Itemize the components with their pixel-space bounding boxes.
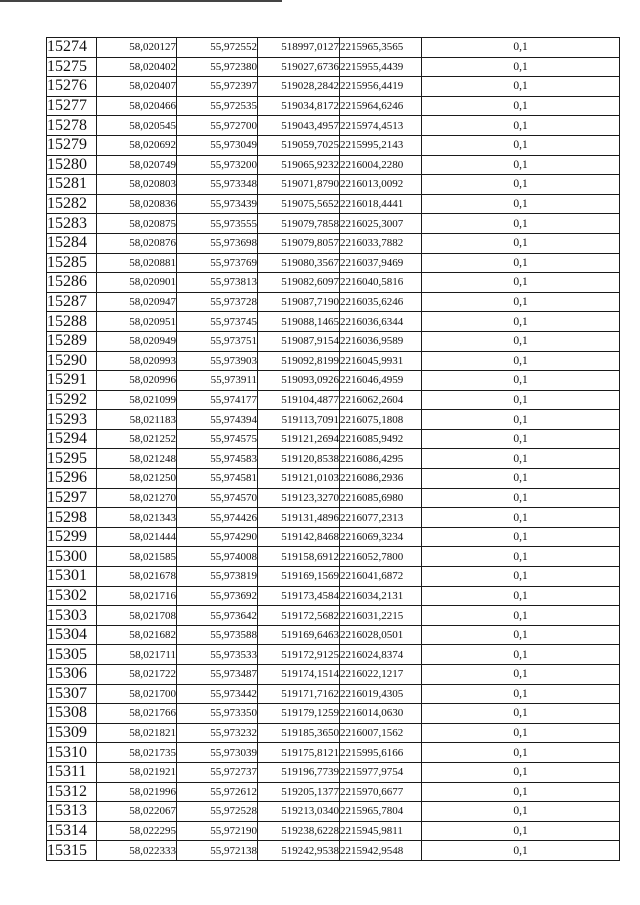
point-number-cell: 15292: [47, 390, 97, 410]
x-coordinate-cell: 519142,8468: [258, 527, 340, 547]
y-coordinate-cell: 2215965,3565: [340, 38, 422, 58]
longitude-cell: 55,974570: [177, 488, 258, 508]
table-row: [47, 606, 620, 626]
coordinate-table-body: [47, 38, 620, 861]
table-row: [47, 782, 620, 802]
error-cell: 0,1: [422, 704, 620, 724]
table-row: [47, 175, 620, 195]
x-coordinate-cell: 519065,9232: [258, 155, 340, 175]
point-number-cell: 15306: [47, 665, 97, 685]
error-cell: 0,1: [422, 821, 620, 841]
latitude-cell: 58,021252: [97, 429, 177, 449]
table-row: [47, 508, 620, 528]
y-coordinate-cell: 2215974,4513: [340, 116, 422, 136]
table-row: [47, 135, 620, 155]
latitude-cell: 58,021343: [97, 508, 177, 528]
longitude-cell: 55,973692: [177, 586, 258, 606]
x-coordinate-cell: 519087,7190: [258, 292, 340, 312]
x-coordinate-cell: 519034,8172: [258, 96, 340, 116]
longitude-cell: 55,972528: [177, 802, 258, 822]
x-coordinate-cell: 519123,3270: [258, 488, 340, 508]
y-coordinate-cell: 2216024,8374: [340, 645, 422, 665]
longitude-cell: 55,973911: [177, 371, 258, 391]
latitude-cell: 58,020803: [97, 175, 177, 195]
y-coordinate-cell: 2216036,9589: [340, 331, 422, 351]
table-row: [47, 762, 620, 782]
x-coordinate-cell: 519082,6097: [258, 273, 340, 293]
error-cell: 0,1: [422, 155, 620, 175]
error-cell: 0,1: [422, 527, 620, 547]
y-coordinate-cell: 2216052,7800: [340, 547, 422, 567]
y-coordinate-cell: 2216036,6344: [340, 312, 422, 332]
y-coordinate-cell: 2216069,3234: [340, 527, 422, 547]
y-coordinate-cell: 2216007,1562: [340, 723, 422, 743]
error-cell: 0,1: [422, 214, 620, 234]
y-coordinate-cell: 2216025,3007: [340, 214, 422, 234]
latitude-cell: 58,021996: [97, 782, 177, 802]
point-number-cell: 15279: [47, 135, 97, 155]
table-row: [47, 429, 620, 449]
point-number-cell: 15304: [47, 625, 97, 645]
longitude-cell: 55,973439: [177, 194, 258, 214]
y-coordinate-cell: 2216035,6246: [340, 292, 422, 312]
point-number-cell: 15311: [47, 762, 97, 782]
latitude-cell: 58,020881: [97, 253, 177, 273]
y-coordinate-cell: 2216046,4959: [340, 371, 422, 391]
y-coordinate-cell: 2215965,7804: [340, 802, 422, 822]
table-row: [47, 351, 620, 371]
point-number-cell: 15280: [47, 155, 97, 175]
error-cell: 0,1: [422, 331, 620, 351]
table-row: [47, 371, 620, 391]
longitude-cell: 55,974177: [177, 390, 258, 410]
longitude-cell: 55,973348: [177, 175, 258, 195]
longitude-cell: 55,972552: [177, 38, 258, 58]
latitude-cell: 58,020876: [97, 233, 177, 253]
latitude-cell: 58,021700: [97, 684, 177, 704]
latitude-cell: 58,021821: [97, 723, 177, 743]
longitude-cell: 55,973745: [177, 312, 258, 332]
latitude-cell: 58,020466: [97, 96, 177, 116]
table-row: [47, 704, 620, 724]
point-number-cell: 15295: [47, 449, 97, 469]
y-coordinate-cell: 2216013,0092: [340, 175, 422, 195]
point-number-cell: 15297: [47, 488, 97, 508]
table-row: [47, 469, 620, 489]
x-coordinate-cell: 519172,5682: [258, 606, 340, 626]
latitude-cell: 58,021708: [97, 606, 177, 626]
x-coordinate-cell: 519092,8199: [258, 351, 340, 371]
longitude-cell: 55,972190: [177, 821, 258, 841]
table-row: [47, 802, 620, 822]
table-row: [47, 821, 620, 841]
y-coordinate-cell: 2216086,2936: [340, 469, 422, 489]
latitude-cell: 58,021711: [97, 645, 177, 665]
y-coordinate-cell: 2215995,2143: [340, 135, 422, 155]
point-number-cell: 15300: [47, 547, 97, 567]
y-coordinate-cell: 2215970,6677: [340, 782, 422, 802]
x-coordinate-cell: 519205,1377: [258, 782, 340, 802]
latitude-cell: 58,020692: [97, 135, 177, 155]
error-cell: 0,1: [422, 684, 620, 704]
table-row: [47, 57, 620, 77]
coordinate-table: [46, 37, 620, 861]
error-cell: 0,1: [422, 351, 620, 371]
error-cell: 0,1: [422, 625, 620, 645]
point-number-cell: 15303: [47, 606, 97, 626]
longitude-cell: 55,972138: [177, 841, 258, 861]
table-row: [47, 390, 620, 410]
x-coordinate-cell: 519075,5652: [258, 194, 340, 214]
error-cell: 0,1: [422, 586, 620, 606]
latitude-cell: 58,020996: [97, 371, 177, 391]
error-cell: 0,1: [422, 312, 620, 332]
point-number-cell: 15286: [47, 273, 97, 293]
y-coordinate-cell: 2216028,0501: [340, 625, 422, 645]
point-number-cell: 15301: [47, 567, 97, 587]
point-number-cell: 15308: [47, 704, 97, 724]
error-cell: 0,1: [422, 390, 620, 410]
y-coordinate-cell: 2216062,2604: [340, 390, 422, 410]
latitude-cell: 58,021444: [97, 527, 177, 547]
table-row: [47, 841, 620, 861]
table-row: [47, 449, 620, 469]
x-coordinate-cell: 519071,8790: [258, 175, 340, 195]
point-number-cell: 15305: [47, 645, 97, 665]
longitude-cell: 55,972397: [177, 77, 258, 97]
longitude-cell: 55,974290: [177, 527, 258, 547]
x-coordinate-cell: 519120,8538: [258, 449, 340, 469]
x-coordinate-cell: 519185,3650: [258, 723, 340, 743]
table-row: [47, 77, 620, 97]
table-row: [47, 38, 620, 58]
x-coordinate-cell: 519196,7739: [258, 762, 340, 782]
point-number-cell: 15309: [47, 723, 97, 743]
latitude-cell: 58,020402: [97, 57, 177, 77]
y-coordinate-cell: 2216018,4441: [340, 194, 422, 214]
longitude-cell: 55,972380: [177, 57, 258, 77]
latitude-cell: 58,021585: [97, 547, 177, 567]
point-number-cell: 15282: [47, 194, 97, 214]
longitude-cell: 55,973728: [177, 292, 258, 312]
x-coordinate-cell: 519059,7025: [258, 135, 340, 155]
x-coordinate-cell: 519131,4896: [258, 508, 340, 528]
table-row: [47, 331, 620, 351]
latitude-cell: 58,020875: [97, 214, 177, 234]
point-number-cell: 15276: [47, 77, 97, 97]
point-number-cell: 15313: [47, 802, 97, 822]
latitude-cell: 58,021248: [97, 449, 177, 469]
point-number-cell: 15277: [47, 96, 97, 116]
point-number-cell: 15296: [47, 469, 97, 489]
point-number-cell: 15287: [47, 292, 97, 312]
y-coordinate-cell: 2216045,9931: [340, 351, 422, 371]
longitude-cell: 55,973533: [177, 645, 258, 665]
error-cell: 0,1: [422, 175, 620, 195]
latitude-cell: 58,020545: [97, 116, 177, 136]
x-coordinate-cell: 518997,0127: [258, 38, 340, 58]
x-coordinate-cell: 519179,1259: [258, 704, 340, 724]
point-number-cell: 15284: [47, 233, 97, 253]
y-coordinate-cell: 2216041,6872: [340, 567, 422, 587]
x-coordinate-cell: 519088,1465: [258, 312, 340, 332]
y-coordinate-cell: 2215955,4439: [340, 57, 422, 77]
longitude-cell: 55,974581: [177, 469, 258, 489]
table-row: [47, 723, 620, 743]
longitude-cell: 55,973588: [177, 625, 258, 645]
longitude-cell: 55,973049: [177, 135, 258, 155]
error-cell: 0,1: [422, 665, 620, 685]
point-number-cell: 15298: [47, 508, 97, 528]
error-cell: 0,1: [422, 841, 620, 861]
y-coordinate-cell: 2215964,6246: [340, 96, 422, 116]
latitude-cell: 58,021722: [97, 665, 177, 685]
x-coordinate-cell: 519242,9538: [258, 841, 340, 861]
header-rule: [0, 0, 282, 2]
latitude-cell: 58,021678: [97, 567, 177, 587]
point-number-cell: 15283: [47, 214, 97, 234]
longitude-cell: 55,973350: [177, 704, 258, 724]
point-number-cell: 15278: [47, 116, 97, 136]
error-cell: 0,1: [422, 449, 620, 469]
y-coordinate-cell: 2216031,2215: [340, 606, 422, 626]
x-coordinate-cell: 519171,7162: [258, 684, 340, 704]
latitude-cell: 58,022333: [97, 841, 177, 861]
x-coordinate-cell: 519079,7858: [258, 214, 340, 234]
latitude-cell: 58,020836: [97, 194, 177, 214]
longitude-cell: 55,973200: [177, 155, 258, 175]
point-number-cell: 15307: [47, 684, 97, 704]
longitude-cell: 55,973813: [177, 273, 258, 293]
error-cell: 0,1: [422, 782, 620, 802]
table-row: [47, 665, 620, 685]
longitude-cell: 55,973487: [177, 665, 258, 685]
longitude-cell: 55,972700: [177, 116, 258, 136]
error-cell: 0,1: [422, 96, 620, 116]
longitude-cell: 55,973769: [177, 253, 258, 273]
y-coordinate-cell: 2216037,9469: [340, 253, 422, 273]
y-coordinate-cell: 2216075,1808: [340, 410, 422, 430]
y-coordinate-cell: 2215945,9811: [340, 821, 422, 841]
error-cell: 0,1: [422, 606, 620, 626]
table-row: [47, 233, 620, 253]
longitude-cell: 55,973642: [177, 606, 258, 626]
error-cell: 0,1: [422, 57, 620, 77]
error-cell: 0,1: [422, 194, 620, 214]
point-number-cell: 15312: [47, 782, 97, 802]
x-coordinate-cell: 519027,6736: [258, 57, 340, 77]
latitude-cell: 58,020407: [97, 77, 177, 97]
table-row: [47, 253, 620, 273]
longitude-cell: 55,974008: [177, 547, 258, 567]
table-row: [47, 625, 620, 645]
longitude-cell: 55,973819: [177, 567, 258, 587]
x-coordinate-cell: 519174,1514: [258, 665, 340, 685]
latitude-cell: 58,021766: [97, 704, 177, 724]
x-coordinate-cell: 519172,9125: [258, 645, 340, 665]
latitude-cell: 58,020947: [97, 292, 177, 312]
point-number-cell: 15289: [47, 331, 97, 351]
longitude-cell: 55,972612: [177, 782, 258, 802]
latitude-cell: 58,020901: [97, 273, 177, 293]
x-coordinate-cell: 519175,8121: [258, 743, 340, 763]
error-cell: 0,1: [422, 802, 620, 822]
error-cell: 0,1: [422, 135, 620, 155]
x-coordinate-cell: 519104,4877: [258, 390, 340, 410]
point-number-cell: 15288: [47, 312, 97, 332]
error-cell: 0,1: [422, 723, 620, 743]
table-row: [47, 547, 620, 567]
error-cell: 0,1: [422, 253, 620, 273]
table-row: [47, 214, 620, 234]
table-row: [47, 410, 620, 430]
latitude-cell: 58,021682: [97, 625, 177, 645]
y-coordinate-cell: 2216033,7882: [340, 233, 422, 253]
latitude-cell: 58,021716: [97, 586, 177, 606]
error-cell: 0,1: [422, 567, 620, 587]
point-number-cell: 15275: [47, 57, 97, 77]
table-row: [47, 194, 620, 214]
table-row: [47, 527, 620, 547]
latitude-cell: 58,020749: [97, 155, 177, 175]
x-coordinate-cell: 519079,8057: [258, 233, 340, 253]
y-coordinate-cell: 2216019,4305: [340, 684, 422, 704]
longitude-cell: 55,972535: [177, 96, 258, 116]
error-cell: 0,1: [422, 469, 620, 489]
x-coordinate-cell: 519121,2694: [258, 429, 340, 449]
point-number-cell: 15274: [47, 38, 97, 58]
latitude-cell: 58,021921: [97, 762, 177, 782]
x-coordinate-cell: 519028,2842: [258, 77, 340, 97]
error-cell: 0,1: [422, 371, 620, 391]
error-cell: 0,1: [422, 410, 620, 430]
longitude-cell: 55,973442: [177, 684, 258, 704]
error-cell: 0,1: [422, 38, 620, 58]
latitude-cell: 58,021183: [97, 410, 177, 430]
point-number-cell: 15315: [47, 841, 97, 861]
longitude-cell: 55,973698: [177, 233, 258, 253]
latitude-cell: 58,020951: [97, 312, 177, 332]
table-row: [47, 292, 620, 312]
x-coordinate-cell: 519238,6228: [258, 821, 340, 841]
table-row: [47, 116, 620, 136]
error-cell: 0,1: [422, 292, 620, 312]
y-coordinate-cell: 2215956,4419: [340, 77, 422, 97]
x-coordinate-cell: 519213,0340: [258, 802, 340, 822]
longitude-cell: 55,973232: [177, 723, 258, 743]
latitude-cell: 58,021250: [97, 469, 177, 489]
latitude-cell: 58,021099: [97, 390, 177, 410]
error-cell: 0,1: [422, 273, 620, 293]
point-number-cell: 15293: [47, 410, 97, 430]
longitude-cell: 55,974583: [177, 449, 258, 469]
longitude-cell: 55,973555: [177, 214, 258, 234]
longitude-cell: 55,973751: [177, 331, 258, 351]
x-coordinate-cell: 519169,1569: [258, 567, 340, 587]
table-row: [47, 155, 620, 175]
y-coordinate-cell: 2216040,5816: [340, 273, 422, 293]
x-coordinate-cell: 519169,6463: [258, 625, 340, 645]
point-number-cell: 15302: [47, 586, 97, 606]
point-number-cell: 15314: [47, 821, 97, 841]
point-number-cell: 15281: [47, 175, 97, 195]
error-cell: 0,1: [422, 508, 620, 528]
latitude-cell: 58,020993: [97, 351, 177, 371]
latitude-cell: 58,021735: [97, 743, 177, 763]
y-coordinate-cell: 2215977,9754: [340, 762, 422, 782]
latitude-cell: 58,022067: [97, 802, 177, 822]
longitude-cell: 55,973039: [177, 743, 258, 763]
latitude-cell: 58,022295: [97, 821, 177, 841]
point-number-cell: 15290: [47, 351, 97, 371]
x-coordinate-cell: 519121,0103: [258, 469, 340, 489]
error-cell: 0,1: [422, 77, 620, 97]
y-coordinate-cell: 2216086,4295: [340, 449, 422, 469]
point-number-cell: 15291: [47, 371, 97, 391]
error-cell: 0,1: [422, 233, 620, 253]
table-row: [47, 567, 620, 587]
x-coordinate-cell: 519087,9154: [258, 331, 340, 351]
latitude-cell: 58,021270: [97, 488, 177, 508]
y-coordinate-cell: 2215942,9548: [340, 841, 422, 861]
error-cell: 0,1: [422, 645, 620, 665]
x-coordinate-cell: 519043,4957: [258, 116, 340, 136]
x-coordinate-cell: 519158,6912: [258, 547, 340, 567]
error-cell: 0,1: [422, 743, 620, 763]
y-coordinate-cell: 2216022,1217: [340, 665, 422, 685]
y-coordinate-cell: 2216034,2131: [340, 586, 422, 606]
x-coordinate-cell: 519113,7091: [258, 410, 340, 430]
y-coordinate-cell: 2216077,2313: [340, 508, 422, 528]
latitude-cell: 58,020127: [97, 38, 177, 58]
table-row: [47, 312, 620, 332]
point-number-cell: 15285: [47, 253, 97, 273]
error-cell: 0,1: [422, 429, 620, 449]
latitude-cell: 58,020949: [97, 331, 177, 351]
error-cell: 0,1: [422, 116, 620, 136]
table-row: [47, 586, 620, 606]
y-coordinate-cell: 2216085,9492: [340, 429, 422, 449]
longitude-cell: 55,974394: [177, 410, 258, 430]
table-row: [47, 684, 620, 704]
longitude-cell: 55,973903: [177, 351, 258, 371]
y-coordinate-cell: 2216085,6980: [340, 488, 422, 508]
error-cell: 0,1: [422, 488, 620, 508]
error-cell: 0,1: [422, 762, 620, 782]
y-coordinate-cell: 2216014,0630: [340, 704, 422, 724]
table-row: [47, 743, 620, 763]
x-coordinate-cell: 519080,3567: [258, 253, 340, 273]
y-coordinate-cell: 2216004,2280: [340, 155, 422, 175]
x-coordinate-cell: 519173,4584: [258, 586, 340, 606]
longitude-cell: 55,972737: [177, 762, 258, 782]
table-row: [47, 273, 620, 293]
point-number-cell: 15299: [47, 527, 97, 547]
point-number-cell: 15310: [47, 743, 97, 763]
point-number-cell: 15294: [47, 429, 97, 449]
table-row: [47, 645, 620, 665]
table-row: [47, 488, 620, 508]
longitude-cell: 55,974575: [177, 429, 258, 449]
error-cell: 0,1: [422, 547, 620, 567]
y-coordinate-cell: 2215995,6166: [340, 743, 422, 763]
x-coordinate-cell: 519093,0926: [258, 371, 340, 391]
longitude-cell: 55,974426: [177, 508, 258, 528]
table-row: [47, 96, 620, 116]
